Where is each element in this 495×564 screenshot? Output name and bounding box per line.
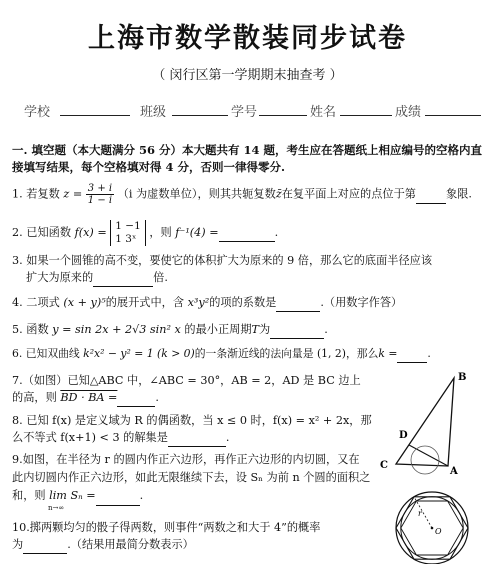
answer-blank-6[interactable] (397, 345, 427, 363)
score-blank[interactable] (425, 103, 481, 116)
answer-blank-3[interactable] (93, 269, 153, 287)
exam-title: 上海市数学散装同步试卷 (88, 23, 407, 54)
determinant: 1 −1 1 3ˣ (110, 220, 146, 246)
answer-blank-5[interactable] (270, 321, 324, 339)
question-3: 3. 如果一个圆锥的高不变，要使它的体积扩大为原来的 9 倍，那么它的底面半径应该 扩大为原来的 倍. (12, 252, 482, 287)
question-9: 9.如图，在半径为 r 的圆内作正六边形，再作正六边形的内切圆，又在 此内切圆内作正六边形，如此无限继续下去，设 Sₙ 为前 n 个圆的面积之 和，则 lim Sₙ = . n→∞ (12, 453, 371, 512)
answer-blank-9[interactable] (96, 487, 140, 506)
answer-blank-7[interactable] (117, 389, 155, 407)
question-5: 5. 函数 y = sin 2x + 2√3 sin² x 的最小正周期T为 . (12, 321, 482, 339)
label-b: B (458, 372, 467, 383)
triangle-abc (396, 378, 454, 466)
question-8: 8. 已知 f(x) 是定义域为 R 的偶函数，当 x ≤ 0 时，f(x) = x² + 2x，那 么不等式 f(x+1) < 3 的解集是 . (12, 412, 372, 447)
question-7: 7.（如图）已知△ABC 中，∠ABC = 30°，AB = 2，AD 是 BC 边上 的高，则 BD · BA = . (12, 372, 372, 407)
label-d: D (399, 430, 408, 441)
answer-blank-2[interactable] (219, 224, 275, 242)
school-label: 学校 (24, 105, 51, 120)
question-4: 4. 二项式 (x + y)⁵的展开式中，含 x³y²的项的系数是 .（用数字作答） (12, 294, 482, 312)
class-label: 班级 (140, 105, 167, 120)
fraction: $\frac{3 + i}{1 - i}$ (87, 183, 113, 206)
answer-blank-10[interactable] (23, 536, 67, 554)
question-6: 6. 已知双曲线 k²x² − y² = 1 (k > 0)的一条渐近线的法向量是 (1, 2)，那么k = . (12, 345, 482, 363)
question-1: 1. 若复数 z = $\frac{3 + i}{1 - i}$ （i 为虚数单位），则其共轭复数z̄在复平面上对应的点位于第 象限. (12, 183, 472, 206)
exam-subtitle: （ 闵行区第一学期期末抽查考 ） (152, 68, 343, 83)
number-label: 学号 (231, 105, 258, 120)
label-a: A (450, 466, 458, 477)
number-blank[interactable] (259, 103, 307, 116)
score-label: 成绩 (395, 105, 422, 120)
label-c: C (380, 460, 388, 471)
label-r: r (418, 509, 422, 518)
triangle-figure (372, 368, 490, 480)
center-point (431, 527, 434, 530)
name-label: 姓名 (310, 105, 337, 120)
question-10: 10.掷两颗均匀的骰子得两数，则事件“两数之和大于 4”的概率 为 .（结果用最简分数表示） (12, 519, 372, 554)
nested-hexagon-figure (392, 488, 472, 564)
name-blank[interactable] (340, 103, 392, 116)
section-heading: 一. 填空题（本大题满分 56 分）本大题共有 14 题，考生应在答题纸上相应编号的空格内直接填写结果，每个空格填对得 4 分，否则一律得零分. (12, 143, 483, 174)
answer-blank-1[interactable] (416, 186, 446, 204)
school-blank[interactable] (60, 103, 130, 116)
label-o: O (435, 527, 442, 536)
construction-arc (411, 446, 439, 474)
answer-blank-8[interactable] (168, 429, 226, 447)
radius-line (414, 497, 432, 528)
altitude-ad (409, 445, 448, 466)
class-blank[interactable] (172, 103, 228, 116)
answer-blank-4[interactable] (276, 294, 320, 312)
question-2: 2. 已知函数 f(x) = 1 −1 1 3ˣ ，则 f⁻¹(4) = . (12, 220, 279, 245)
